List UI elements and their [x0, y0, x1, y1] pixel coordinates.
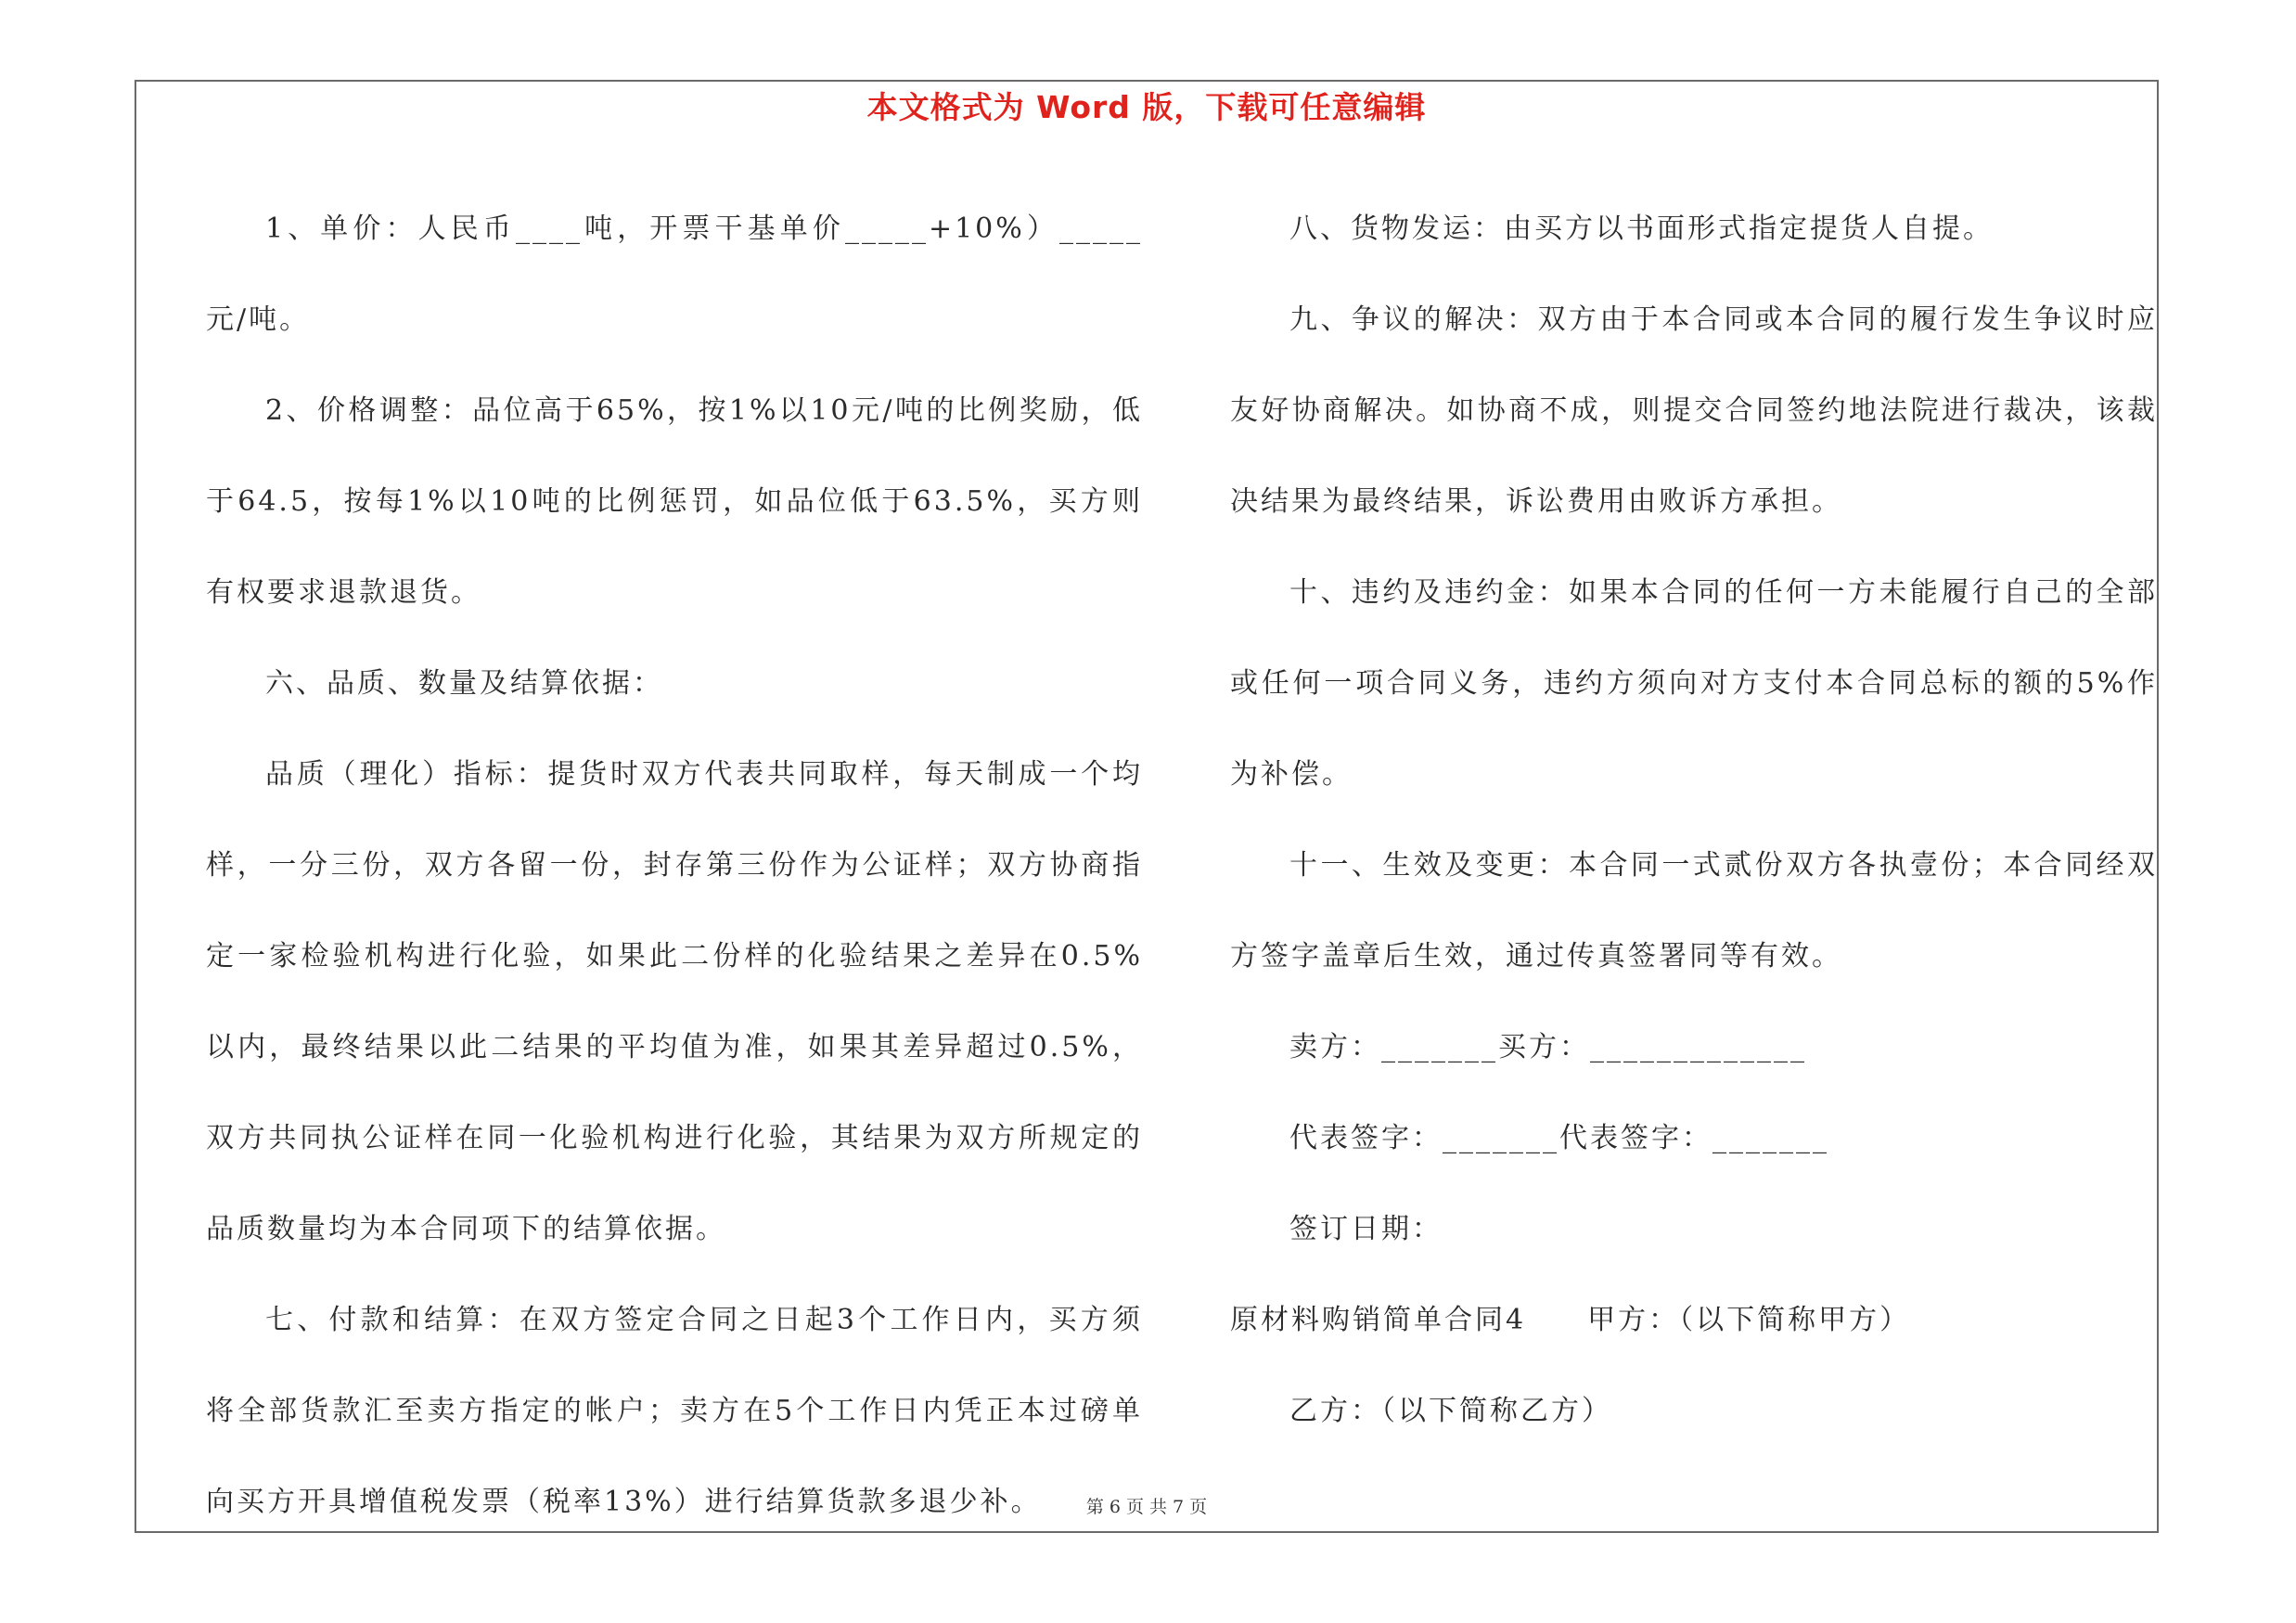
paragraph-dispute: 九、争议的解决：双方由于本合同或本合同的履行发生争议时应友好协商解决。如协商不成，则提交合同签约地法院进行裁决，该裁决结果为最终结果，诉讼费用由败诉方承担。	[1230, 303, 2158, 518]
contract-title-party-a: 原材料购销简单合同4 甲方：（以下简称甲方）	[1230, 1304, 1911, 1336]
paragraph-payment: 七、付款和结算：在双方签定合同之日起3个工作日内，买方须将全部货款汇至卖方指定的帐户；卖方在5个工作日内凭正本过磅单向买方开具增值税发票（税率13%）进行结算货款多退少补。	[206, 1304, 1143, 1518]
paragraph-breach: 十、违约及违约金：如果本合同的任何一方未能履行自己的全部或任何一项合同义务，违约方须向对方支付本合同总标的额的5%作为补偿。	[1230, 576, 2158, 791]
paragraph-unit-price: 1、单价：人民币____吨，开票干基单价_____+10%）_____元/吨。	[206, 213, 1143, 336]
paragraph-quality-indicators: 品质（理化）指标：提货时双方代表共同取样，每天制成一个均样，一分三份，双方各留一份，封存第三份作为公证样；双方协商指定一家检验机构进行化验，如果此二份样的化验结果之差异在0.5%以内，最终结果以此二结果的平均值为准，如果其差异超过0.5%，双方共同执公证样在同一化验机构进行化验，其结果为双方所规定的品质数量均为本合同项下的结算依据。	[206, 758, 1143, 1245]
sign-date-line: 签订日期：	[1289, 1213, 1443, 1245]
paragraph-quality-heading: 六、品质、数量及结算依据：	[265, 667, 663, 700]
paragraph-shipping: 八、货物发运：由买方以书面形式指定提货人自提。	[1289, 213, 1994, 245]
left-column	[206, 184, 1143, 1548]
signature-line: 代表签字：_______代表签字：_______	[1289, 1122, 1829, 1154]
page-number: 第 6 页 共 7 页	[1085, 1497, 1208, 1517]
paragraph-price-adjustment: 2、价格调整：品位高于65%，按1%以10元/吨的比例奖励，低于64.5，按每1%以10吨的比例惩罚，如品位低于63.5%，买方则有权要求退款退货。	[206, 394, 1143, 609]
party-b-line: 乙方：（以下简称乙方）	[1289, 1395, 1612, 1427]
seller-buyer-line: 卖方：_______买方：_____________	[1289, 1031, 1807, 1063]
document-banner: 本文格式为 Word 版，下载可任意编辑	[866, 89, 1427, 125]
right-column	[1230, 184, 2158, 1457]
paragraph-effect: 十一、生效及变更：本合同一式贰份双方各执壹份；本合同经双方签字盖章后生效，通过传真签署同等有效。	[1230, 849, 2158, 973]
